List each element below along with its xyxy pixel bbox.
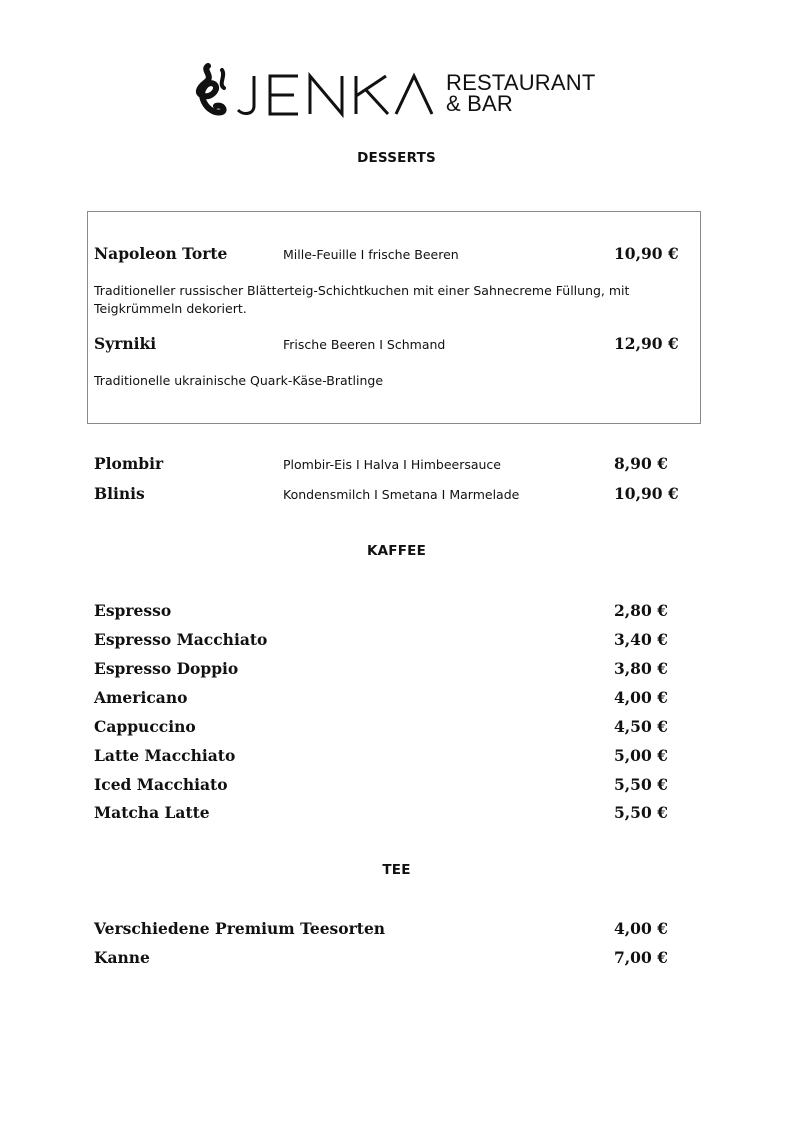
section-title-desserts: DESSERTS <box>357 150 436 166</box>
coffee-name: Espresso <box>94 601 172 620</box>
tea-price: 7,00 € <box>614 948 668 967</box>
coffee-name: Espresso Macchiato <box>94 630 268 649</box>
coffee-name: Iced Macchiato <box>94 775 228 794</box>
coffee-price: 5,50 € <box>614 775 668 794</box>
dessert-price: 8,90 € <box>614 454 668 473</box>
logo-line-restaurant: RESTAURANT <box>446 70 596 95</box>
dessert-description-long: Traditioneller russischer Blätterteig-Schichtkuchen mit einer Sahnecreme Füllung, mit Teigkrümmeln dekoriert. <box>94 283 630 316</box>
dessert-price: 10,90 € <box>614 244 679 263</box>
tea-name: Verschiedene Premium Teesorten <box>94 919 386 938</box>
dessert-name: Napoleon Torte <box>94 244 228 263</box>
dessert-description-short: Frische Beeren I Schmand <box>283 337 446 352</box>
dessert-description-short: Plombir-Eis I Halva I Himbeersauce <box>283 457 501 472</box>
coffee-name: Cappuccino <box>94 717 196 736</box>
jenka-logo-mark <box>192 62 442 120</box>
dessert-description-short: Kondensmilch I Smetana I Marmelade <box>283 487 520 502</box>
dessert-price: 10,90 € <box>614 484 679 503</box>
dessert-description-short: Mille-Feuille I frische Beeren <box>283 247 459 262</box>
coffee-name: Espresso Doppio <box>94 659 239 678</box>
dessert-name: Blinis <box>94 484 145 503</box>
coffee-name: Americano <box>94 688 188 707</box>
dessert-price: 12,90 € <box>614 334 679 353</box>
coffee-price: 5,50 € <box>614 803 668 822</box>
dessert-description-long: Traditionelle ukrainische Quark-Käse-Bratlinge <box>94 373 384 388</box>
section-title-kaffee: KAFFEE <box>367 543 426 559</box>
section-title-tee: TEE <box>382 862 411 878</box>
coffee-name: Matcha Latte <box>94 803 210 822</box>
coffee-price: 5,00 € <box>614 746 668 765</box>
coffee-price: 4,50 € <box>614 717 668 736</box>
restaurant-logo <box>192 62 612 120</box>
dessert-name: Plombir <box>94 454 164 473</box>
coffee-price: 3,80 € <box>614 659 668 678</box>
tea-price: 4,00 € <box>614 919 668 938</box>
coffee-price: 3,40 € <box>614 630 668 649</box>
logo-line-bar: & BAR <box>446 91 514 116</box>
coffee-price: 4,00 € <box>614 688 668 707</box>
coffee-price: 2,80 € <box>614 601 668 620</box>
logo-subtitle <box>446 72 596 114</box>
coffee-name: Latte Macchiato <box>94 746 236 765</box>
tea-name: Kanne <box>94 948 150 967</box>
dessert-name: Syrniki <box>94 334 157 353</box>
